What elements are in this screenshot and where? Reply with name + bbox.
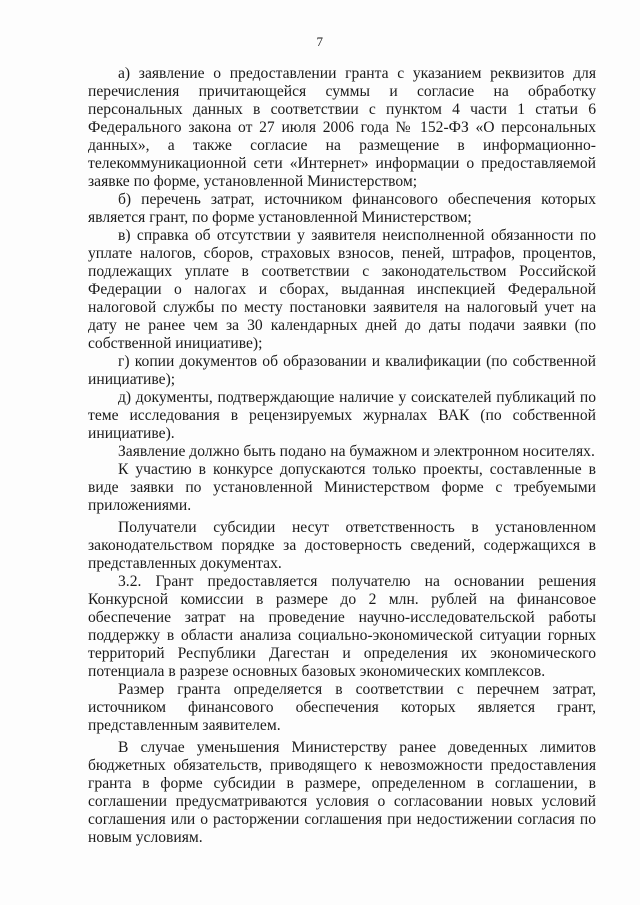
paragraph-submission-media: Заявление должно быть подано на бумажном и электронном носителях. — [118, 443, 595, 460]
paragraph-admission-rules: К участию в конкурсе допускаются только проекты, составленные в виде заявки по установленной Министерством форме с требуемыми приложениями. — [88, 461, 596, 514]
paragraph-g-education-copies: г) копии документов об образовании и квалификации (по собственной инициативе); — [88, 353, 596, 388]
document-body — [88, 65, 596, 847]
paragraph-a-application: а) заявление о предоставлении гранта с указанием реквизитов для перечисления причитающейся суммы и согласие на обработку персональных данных в соответствии с пунктом 4 части 1 статьи 6 Федерального закона от 27 июля 2006 года № 152-ФЗ «О персональных данных», а также согласие на размещение в информационно-телекоммуникационной сети «Интернет» информации о предоставляемой заявке по форме, установленной Министерством; — [88, 65, 596, 190]
paragraph-recipient-responsibility: Получатели субсидии несут ответственность в установленном законодательством порядке за достоверность сведений, содержащихся в представленных документах. — [88, 519, 596, 572]
paragraph-v-tax-certificate: в) справка об отсутствии у заявителя неисполненной обязанности по уплате налогов, сборов, страховых взносов, пеней, штрафов, процентов, подлежащих уплате в соответствии с законодательством Российской Федерации о налогах и сборах, выданная инспекцией Федеральной налоговой службы по месту постановки заявителя на налоговый учет на дату не ранее чем за 30 календарных дней до даты подачи заявки (по собственной инициативе); — [88, 227, 596, 352]
paragraph-b-cost-list: б) перечень затрат, источником финансового обеспечения которых является грант, по форме установленной Министерством; — [88, 191, 596, 226]
paragraph-grant-amount: Размер гранта определяется в соответствии с перечнем затрат, источником финансового обеспечения которых является грант, представленным заявителем. — [88, 681, 596, 734]
paragraph-d-publications: д) документы, подтверждающие наличие у соискателей публикаций по теме исследования в рецензируемых журналах ВАК (по собственной инициативе). — [88, 389, 596, 442]
paragraph-budget-reduction: В случае уменьшения Министерству ранее доведенных лимитов бюджетных обязательств, приводящего к невозможности предоставления гранта в форме субсидии в размере, определенном в соглашении, в соглашении предусматриваются условия о согласовании новых условий соглашения или о расторжении соглашения при недостижении согласия по новым условиям. — [88, 739, 596, 846]
page-number: 7 — [316, 34, 324, 49]
paragraph-3-2-grant-provision: 3.2. Грант предоставляется получателю на основании решения Конкурсной комиссии в размере до 2 млн. рублей на финансовое обеспечение затрат на проведение научно-исследовательской работы поддержку в области анализа социально-экономической ситуации горных территорий Республики Дагестан и определения их экономического потенциала в разрезе основных базовых экономических комплексов. — [88, 573, 596, 680]
